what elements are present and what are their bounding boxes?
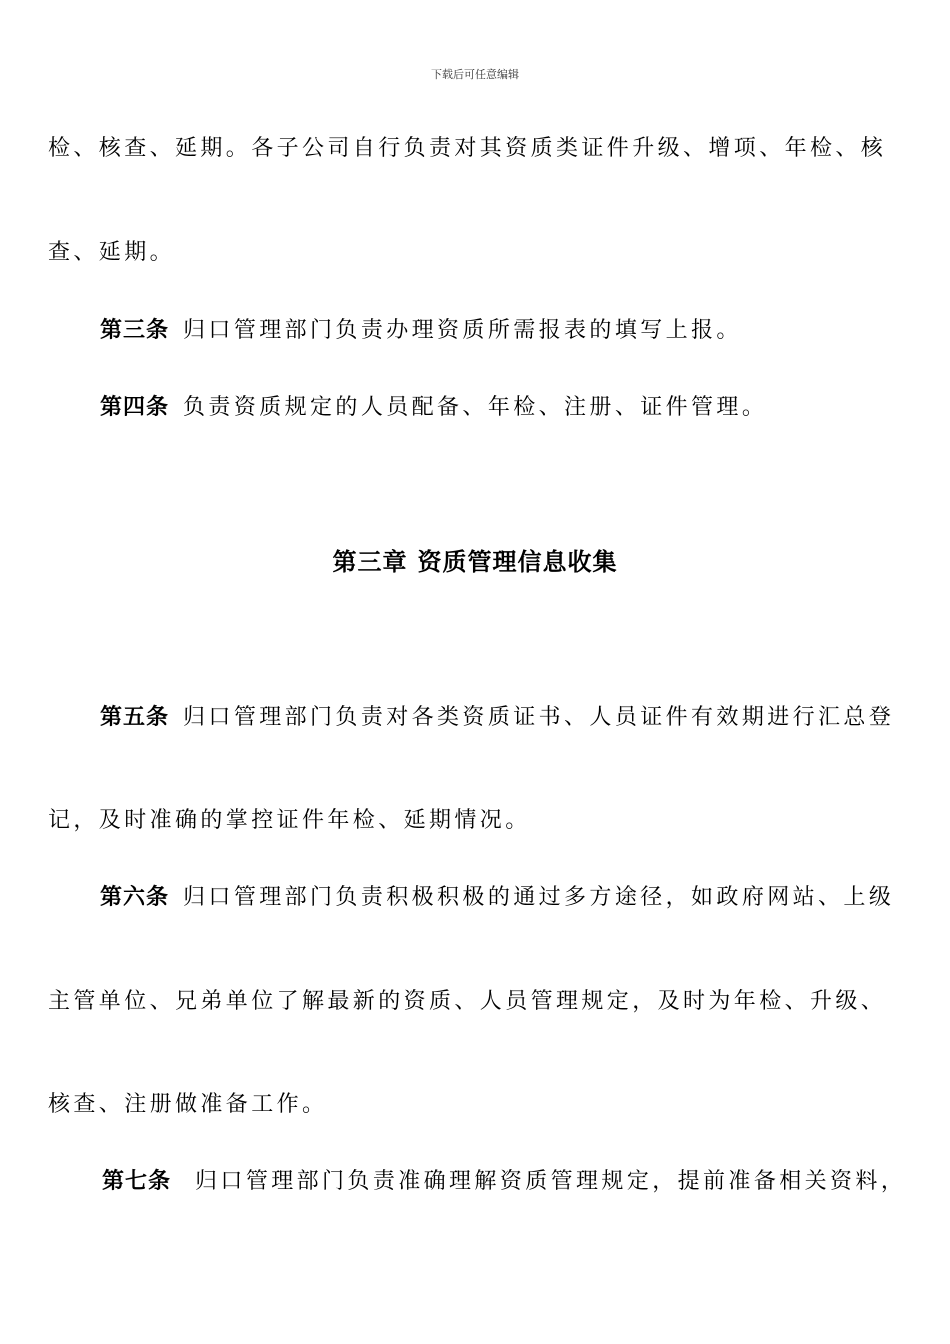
article-6-continuation-2: 核查、注册做准备工作。 [48, 1092, 328, 1117]
article-5 [100, 703, 950, 733]
page-header-note: 下载后可任意编辑 [431, 68, 519, 81]
article-6-continuation-1: 主管单位、兄弟单位了解最新的资质、人员管理规定，及时为年检、升级、 [48, 989, 887, 1014]
article-5-text: 归口管理部门负责对各类资质证书、人员证件有效期进行汇总登 [183, 705, 895, 730]
paragraph-line-2: 查、延期。 [48, 240, 176, 265]
chapter-title: 资质管理信息收集 [417, 548, 618, 576]
chapter-heading [0, 546, 950, 578]
article-6 [100, 883, 950, 913]
article-7-label: 第七条 [102, 1169, 172, 1194]
paragraph-line-1: 检、核查、延期。各子公司自行负责对其资质类证件升级、增项、年检、核 [48, 136, 887, 161]
article-7 [102, 1167, 950, 1197]
article-4-text: 负责资质规定的人员配备、年检、注册、证件管理。 [183, 395, 768, 420]
article-3 [100, 316, 950, 346]
chapter-number: 第三章 [332, 548, 408, 576]
article-7-text: 归口管理部门负责准确理解资质管理规定，提前准备相关资料， [195, 1169, 907, 1194]
article-4 [100, 393, 950, 423]
article-5-label: 第五条 [100, 705, 170, 730]
article-6-text: 归口管理部门负责积极积极的通过多方途径，如政府网站、上级 [183, 885, 895, 910]
article-6-label: 第六条 [100, 885, 170, 910]
article-3-text: 归口管理部门负责办理资质所需报表的填写上报。 [183, 318, 742, 343]
article-4-label: 第四条 [100, 395, 170, 420]
article-3-label: 第三条 [100, 318, 170, 343]
article-5-continuation: 记，及时准确的掌控证件年检、延期情况。 [48, 808, 531, 833]
